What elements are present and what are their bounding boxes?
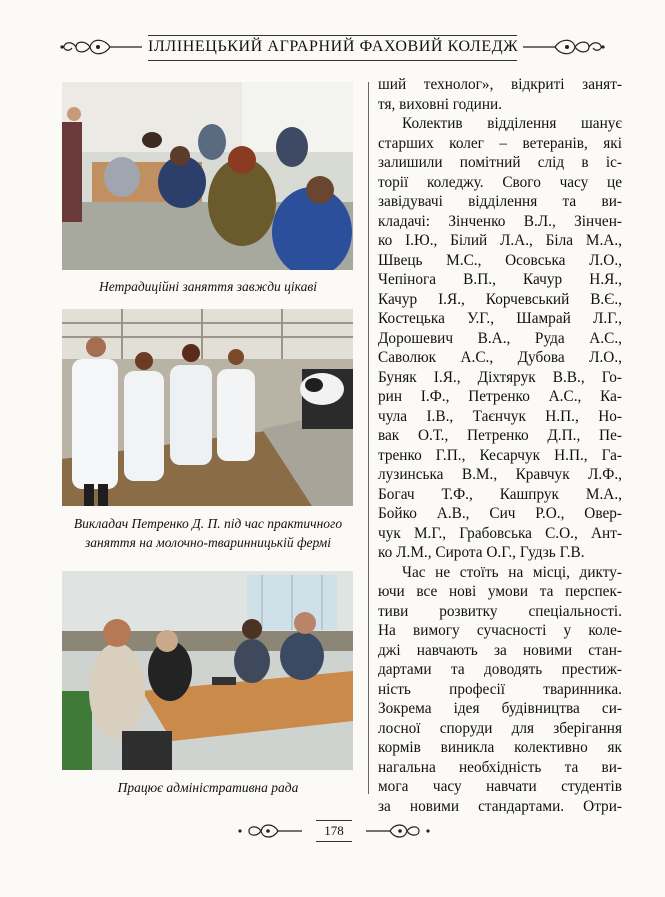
text-line: Богач Т.Ф., Кашпрук М.А., bbox=[378, 485, 622, 503]
text-line: кладачі: Зінченко В.Л., Зінчен- bbox=[378, 212, 622, 230]
photo-administrative-council bbox=[62, 571, 353, 770]
text-line: Костецька У.Г., Шамрай Л.Г., bbox=[378, 310, 622, 327]
text-line: лосної споруди для зберігання bbox=[378, 719, 622, 737]
caption-line: Викладач Петренко Д. П. під час практичного bbox=[73, 516, 343, 531]
text-line: На вимогу сучасності у коле- bbox=[378, 622, 622, 639]
text-line: Бойко А.В., Сич Р.О., Овер- bbox=[378, 505, 622, 522]
text-line: тя, виховні години. bbox=[378, 95, 503, 113]
text-line: тренко Г.П., Кесарчук Н.П., Га- bbox=[378, 446, 622, 464]
ornament-flourish-icon bbox=[58, 36, 144, 58]
text-line: рин І.Ф., Петренко А.С., Ка- bbox=[378, 388, 622, 405]
text-line: вак О.Т., Петренко Д.П., Пе- bbox=[378, 427, 622, 444]
text-line: за новими стандартами. Отри- bbox=[378, 797, 622, 815]
text-line: кормів виникла колективно як bbox=[378, 739, 622, 756]
text-line: Саволюк А.С., Дубова Л.О., bbox=[378, 349, 622, 366]
photo-caption: Працює адміністративна рада bbox=[117, 780, 299, 795]
text-line: мога часу навчати студентів bbox=[378, 778, 622, 795]
text-line: ність професії тваринника. bbox=[378, 680, 622, 698]
text-line: ко І.Ю., Білий Л.А., Біла М.А., bbox=[378, 232, 622, 249]
caption-line: заняття на молочно-тваринницькій фермі bbox=[84, 535, 331, 550]
text-line: дартами та доводять престиж- bbox=[378, 661, 622, 678]
text-line: торії коледжу. Свого часу це bbox=[378, 173, 622, 191]
text-line: Колектив відділення шанує bbox=[402, 115, 622, 132]
photo-caption: Нетрадиційні заняття завжди цікаві bbox=[99, 279, 317, 294]
text-line: ко Л.М., Сирота О.Г., Гудзь Г.В. bbox=[378, 544, 585, 561]
text-line: Чепінога В.П., Качур Н.Я., bbox=[378, 271, 622, 288]
photo-classroom bbox=[62, 82, 353, 270]
text-line: Буняк І.Я., Діхтярук В.В., Го- bbox=[378, 368, 622, 386]
text-line: ший технолог», відкриті занят- bbox=[378, 76, 622, 93]
text-line: Качур І.Я., Корчевський В.Є., bbox=[378, 290, 622, 308]
text-line: джі навчають за новими стан- bbox=[378, 641, 622, 659]
page-footer bbox=[234, 818, 434, 844]
text-line: Дорошевич В.А., Руда А.С., bbox=[378, 329, 622, 347]
ornament-flourish-icon bbox=[234, 820, 304, 842]
ornament-flourish-icon bbox=[364, 820, 434, 842]
text-line: чук М.Г., Грабовська С.О., Ант- bbox=[378, 524, 622, 542]
text-line: нагальна необхідність та ви- bbox=[378, 758, 622, 776]
text-column bbox=[378, 75, 622, 816]
photo-caption bbox=[58, 514, 358, 552]
header-title: ІЛЛІНЕЦЬКИЙ АГРАРНИЙ ФАХОВИЙ КОЛЕДЖ bbox=[148, 38, 519, 55]
ornament-flourish-icon bbox=[521, 36, 607, 58]
column-divider bbox=[368, 82, 369, 794]
text-line: ючи все нові умови та перспек- bbox=[378, 583, 622, 600]
text-line: завідувачі відділення та ви- bbox=[378, 193, 622, 210]
running-header bbox=[58, 30, 607, 64]
text-line: Час не стоїть на місці, дикту- bbox=[402, 563, 622, 581]
text-line: тиви розвитку спеціальності. bbox=[378, 602, 622, 620]
photo-dairy-farm bbox=[62, 309, 353, 506]
text-line: чула І.В., Таєнчук Н.П., Но- bbox=[378, 407, 622, 425]
text-line: Зокрема ідея будівництва си- bbox=[378, 700, 622, 717]
text-line: старших колег – ветеранів, які bbox=[378, 134, 622, 152]
page-number: 178 bbox=[316, 820, 352, 842]
text-line: Швець М.С., Осовська Л.О., bbox=[378, 251, 622, 269]
text-line: лузинська В.М., Кравчук Л.Ф., bbox=[378, 466, 622, 483]
text-line: залишили помітний слід в іс- bbox=[378, 154, 622, 171]
